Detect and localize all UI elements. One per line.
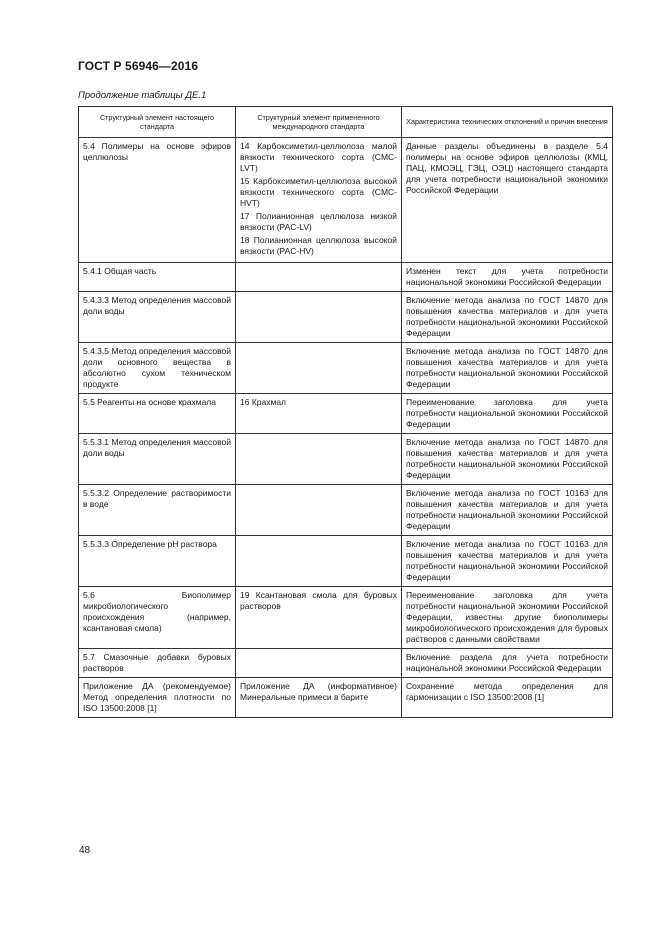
table-caption: Продолжение таблицы ДЕ.1 bbox=[78, 90, 207, 101]
international-element-cell bbox=[236, 536, 402, 587]
deviations-table bbox=[78, 106, 613, 718]
deviation-description-cell: Данные разделы объединены в разделе 5.4 полимеры на основе эфиров целлюлозы (КМЦ, ПАЦ, КМОЭЦ, ГЭЦ, ОЭЦ) настоящего стандарта для учета потребности национальной экономики Российской Федерации bbox=[402, 138, 613, 263]
deviation-description-cell: Включение метода анализа по ГОСТ 14870 для повышения качества материалов и для учета потребности национальной экономики Российской Федерации bbox=[402, 343, 613, 394]
page-number: 48 bbox=[79, 845, 91, 856]
table-row bbox=[79, 485, 613, 536]
deviation-description-cell: Переименование заголовка для учета потребности национальной экономики Российской Федерации bbox=[402, 394, 613, 434]
national-element-cell: 5.5.3.2 Определение растворимости в воде bbox=[79, 485, 236, 536]
international-element-item: 17 Полианионная целлюлоза низкой вязкости (PAC-LV) bbox=[240, 211, 397, 232]
table-body bbox=[79, 138, 613, 718]
international-element-cell bbox=[236, 263, 402, 292]
international-element-item: 14 Карбоксиметил-целлюлоза малой вязкости технического сорта (CMC-LVT) bbox=[240, 141, 397, 173]
table-row bbox=[79, 536, 613, 587]
national-element-cell: 5.5 Реагенты на основе крахмала bbox=[79, 394, 236, 434]
national-element-cell: 5.6 Биополимер микробиологического происхождения (например, ксантановая смола) bbox=[79, 587, 236, 649]
international-element-cell bbox=[236, 343, 402, 394]
deviation-description-cell: Сохранение метода определения для гармонизации с ISO 13500:2008 [1] bbox=[402, 678, 613, 718]
deviation-description-cell: Изменен текст для учета потребности национальной экономики Российской Федерации bbox=[402, 263, 613, 292]
international-element-cell bbox=[236, 587, 402, 649]
international-element-item: 18 Полианионная целлюлоза высокой вязкости (PAC-HV) bbox=[240, 235, 397, 256]
national-element-cell: 5.4.1 Общая часть bbox=[79, 263, 236, 292]
national-element-cell: 5.4.3.5 Метод определения массовой доли основного вещества в абсолютно сухом техническом продукте bbox=[79, 343, 236, 394]
column-header: Структурный элемент настоящего стандарта bbox=[79, 107, 236, 138]
table-row bbox=[79, 138, 613, 263]
international-element-cell bbox=[236, 434, 402, 485]
national-element-cell: 5.5.3.3 Определение pH раствора bbox=[79, 536, 236, 587]
table-row bbox=[79, 434, 613, 485]
standard-title: ГОСТ Р 56946—2016 bbox=[78, 59, 199, 73]
column-header: Характеристика технических отклонений и причин внесения bbox=[402, 107, 613, 138]
international-element-item: 19 Ксантановая смола для буровых растворов bbox=[240, 590, 397, 611]
table-row bbox=[79, 649, 613, 678]
column-header: Структурный элемент примененного международного стандарта bbox=[236, 107, 402, 138]
deviation-description-cell: Включение метода анализа по ГОСТ 14870 для повышения качества материалов и для учета потребности национальной экономики Российской Федерации bbox=[402, 434, 613, 485]
international-element-item: 15 Карбоксиметил-целлюлоза высокой вязкости технического сорта (CMC-HVT) bbox=[240, 176, 397, 208]
international-element-cell bbox=[236, 138, 402, 263]
international-element-item: 16 Крахмал bbox=[240, 397, 287, 407]
table-header-row bbox=[79, 107, 613, 138]
deviation-description-cell: Включение метода анализа по ГОСТ 14870 для повышения качества материалов и для учета потребности национальной экономики Российской Федерации bbox=[402, 292, 613, 343]
international-element-cell bbox=[236, 485, 402, 536]
international-element-item: Приложение ДА (информативное) Минеральные примеси в барите bbox=[240, 681, 397, 702]
international-element-cell bbox=[236, 394, 402, 434]
national-element-cell: 5.7 Смазочные добавки буровых растворов bbox=[79, 649, 236, 678]
table-row bbox=[79, 587, 613, 649]
table-row bbox=[79, 292, 613, 343]
deviation-description-cell: Включение метода анализа по ГОСТ 10163 для повышения качества материалов и для учета потребности национальной экономики Российской Федерации bbox=[402, 536, 613, 587]
international-element-cell bbox=[236, 678, 402, 718]
deviation-description-cell: Переименование заголовка для учета потребности национальной экономики Российской Федерации, известны другие биополимеры микробиологического происхождения для буровых растворов с данными свойствами bbox=[402, 587, 613, 649]
deviation-description-cell: Включение раздела для учета потребности национальной экономики Российской Федерации bbox=[402, 649, 613, 678]
national-element-cell: Приложение ДА (рекомендуемое) Метод определения плотности по ISO 13500:2008 [1] bbox=[79, 678, 236, 718]
table-row bbox=[79, 343, 613, 394]
international-element-cell bbox=[236, 649, 402, 678]
table-row bbox=[79, 678, 613, 718]
table-row bbox=[79, 263, 613, 292]
deviation-description-cell: Включение метода анализа по ГОСТ 10163 для повышения качества материалов и для учета потребности национальной экономики Российской Федерации bbox=[402, 485, 613, 536]
national-element-cell: 5.4 Полимеры на основе эфиров целлюлозы bbox=[79, 138, 236, 263]
national-element-cell: 5.5.3.1 Метод определения массовой доли воды bbox=[79, 434, 236, 485]
table-row bbox=[79, 394, 613, 434]
national-element-cell: 5.4.3.3 Метод определения массовой доли воды bbox=[79, 292, 236, 343]
international-element-cell bbox=[236, 292, 402, 343]
